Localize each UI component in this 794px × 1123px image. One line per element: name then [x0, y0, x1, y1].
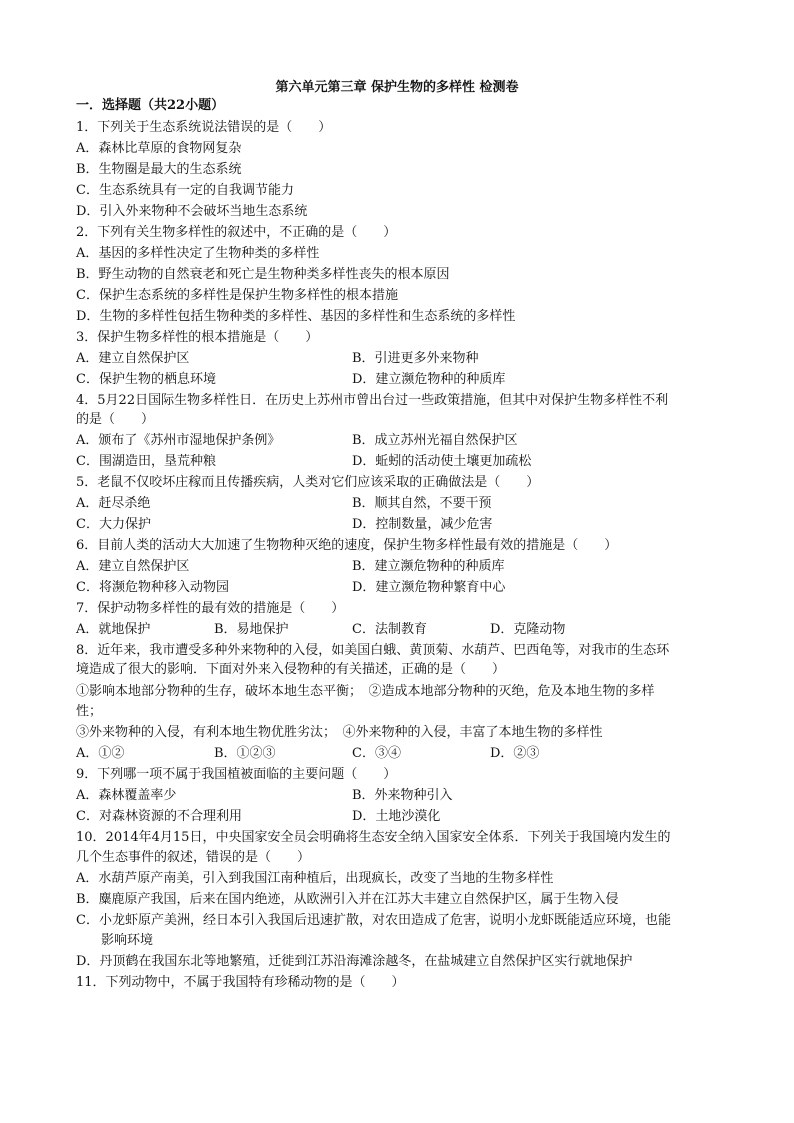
question-1-option-b: B．生物圈是最大的生态系统 — [76, 162, 242, 177]
question-8-option-c: C．③④ — [352, 746, 401, 761]
question-5-option-b: B．顺其自然，不要干预 — [352, 496, 492, 511]
question-8-option-a: A．①② — [76, 746, 125, 761]
question-10-option-d: D．丹顶鹤在我国东北等地繁殖，迁徙到江苏沿海滩涂越冬，在盐城建立自然保护区实行就地保护 — [76, 954, 633, 969]
question-9-option-d: D．土地沙漠化 — [352, 809, 441, 824]
question-5-option-d: D．控制数量，减少危害 — [352, 517, 493, 532]
question-5-option-c: C．大力保护 — [76, 517, 151, 532]
question-7-option-c: C．法制教育 — [352, 622, 427, 637]
question-1-option-a: A．森林比草原的食物网复杂 — [76, 141, 242, 156]
question-9-option-a: A．森林覆盖率少 — [76, 788, 177, 803]
question-6-option-c: C．将濒危物种移入动物园 — [76, 580, 229, 595]
question-9-stem: 9．下列哪一项不属于我国植被面临的主要问题（ ） — [76, 767, 397, 782]
question-7-option-b: B．易地保护 — [214, 622, 289, 637]
question-6-option-d: D．建立濒危物种繁育中心 — [352, 580, 506, 595]
question-4-option-d: D．蚯蚓的活动使土壤更加疏松 — [352, 454, 532, 469]
question-4-stem-line-1: 4．5月22日国际生物多样性日．在历史上苏州市曾出台过一些政策措施，但其中对保护生物多样性不利 — [76, 393, 669, 408]
question-8-stem-line-1: 8．近年来，我市遭受多种外来物种的入侵，如美国白蛾、黄顶菊、水葫芦、巴西龟等，对我市的生态环 — [76, 643, 670, 658]
question-8-stem-line-2: 境造成了很大的影响．下面对外来入侵物种的有关描述，正确的是（ ） — [76, 662, 506, 677]
question-3-option-a: A．建立自然保护区 — [76, 351, 190, 366]
question-10-option-b: B．麋鹿原产我国，后来在国内绝迹，从欧洲引入并在江苏大丰建立自然保护区，属于生物入侵 — [76, 892, 619, 907]
question-6-option-a: A．建立自然保护区 — [76, 559, 190, 574]
question-5-option-a: A．赶尽杀绝 — [76, 496, 151, 511]
question-8-statement-3: ③外来物种的入侵，有利本地生物优胜劣汰； ④外来物种的入侵，丰富了本地生物的多样性 — [76, 725, 603, 740]
question-2-option-b: B．野生动物的自然衰老和死亡是生物种类多样性丧失的根本原因 — [76, 267, 450, 282]
question-1-option-c: C．生态系统具有一定的自我调节能力 — [76, 183, 294, 198]
question-9-option-b: B．外来物种引入 — [352, 788, 453, 803]
question-6-option-b: B．建立濒危物种的种质库 — [352, 559, 505, 574]
question-2-option-c: C．保护生态系统的多样性是保护生物多样性的根本措施 — [76, 288, 398, 303]
question-4-stem-line-2: 的是（ ） — [76, 412, 155, 427]
question-4-option-a: A．颁布了《苏州市湿地保护条例》 — [76, 433, 281, 448]
question-8-statement-2: 性； — [76, 704, 103, 719]
question-10-option-a: A．水葫芦原产南美，引入到我国江南种植后，出现疯长，改变了当地的生物多样性 — [76, 871, 554, 886]
question-2-option-d: D．生物的多样性包括生物种类的多样性、基因的多样性和生态系统的多样性 — [76, 309, 516, 324]
question-3-stem: 3．保护生物多样性的根本措施是（ ） — [76, 330, 319, 345]
question-6-stem: 6．目前人类的活动大大加速了生物物种灭绝的速度，保护生物多样性最有效的措施是（ ） — [76, 538, 618, 553]
question-3-option-c: C．保护生物的栖息环境 — [76, 372, 216, 387]
question-1-stem: 1．下列关于生态系统说法错误的是（ ） — [76, 120, 332, 135]
question-11-stem: 11．下列动物中，不属于我国特有珍稀动物的是（ ） — [76, 975, 405, 990]
document-title: 第六单元第三章 保护生物的多样性 检测卷 — [275, 80, 519, 95]
question-4-option-c: C．围湖造田，垦荒种粮 — [76, 454, 216, 469]
question-2-stem: 2．下列有关生物多样性的叙述中，不正确的是（ ） — [76, 225, 397, 240]
question-2-option-a: A．基因的多样性决定了生物种类的多样性 — [76, 246, 320, 261]
question-3-option-b: B．引进更多外来物种 — [352, 351, 479, 366]
question-8-option-b: B．①②③ — [214, 746, 276, 761]
question-7-option-a: A．就地保护 — [76, 622, 151, 637]
question-10-stem-line-1: 10．2014年4月15日，中央国家安全员会明确将生态安全纳入国家安全体系．下列关于我国境内发生的 — [76, 830, 671, 845]
question-4-option-b: B．成立苏州光福自然保护区 — [352, 433, 518, 448]
question-3-option-d: D．建立濒危物种的种质库 — [352, 372, 506, 387]
question-7-option-d: D．克隆动物 — [490, 622, 566, 637]
question-9-option-c: C．对森林资源的不合理利用 — [76, 809, 242, 824]
question-10-option-c-line-1: C．小龙虾原产美洲，经日本引入我国后迅速扩散，对农田造成了危害，说明小龙虾既能适应环境，也能 — [76, 913, 671, 928]
section-heading: 一．选择题（共22小题） — [76, 98, 225, 113]
question-5-stem: 5．老鼠不仅咬坏庄稼而且传播疾病，人类对它们应该采取的正确做法是（ ） — [76, 475, 540, 490]
question-7-stem: 7．保护动物多样性的最有效的措施是（ ） — [76, 601, 345, 616]
question-1-option-d: D．引入外来物种不会破坏当地生态系统 — [76, 204, 308, 219]
question-10-stem-line-2: 几个生态事件的叙述，错误的是（ ） — [76, 850, 311, 865]
question-8-statement-1: ①影响本地部分物种的生存，破坏本地生态平衡； ②造成本地部分物种的灭绝，危及本地生物的多样 — [76, 684, 655, 699]
question-8-option-d: D．②③ — [490, 746, 540, 761]
question-10-option-c-line-2: 影响环境 — [101, 933, 154, 948]
